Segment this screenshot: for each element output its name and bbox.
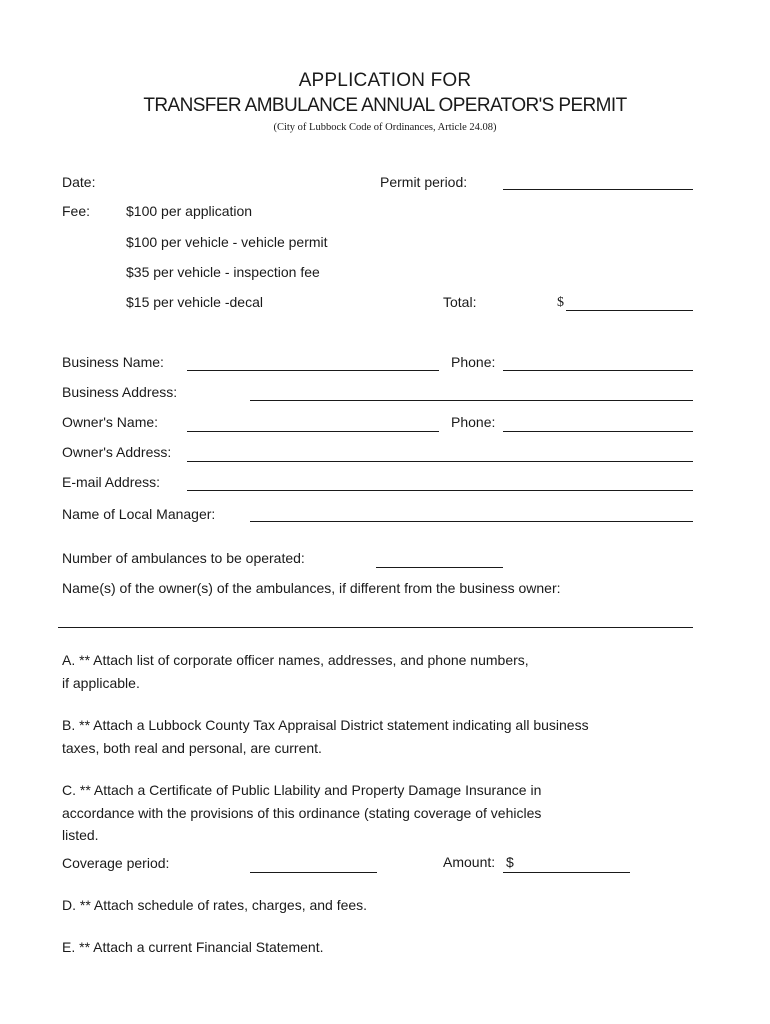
attachment-b-line2: taxes, both real and personal, are current.: [62, 740, 322, 756]
ambulance-count-label: Number of ambulances to be operated:: [62, 550, 305, 566]
email-field[interactable]: [187, 490, 693, 491]
owner-address-field[interactable]: [187, 461, 693, 462]
attachment-c-line3: listed.: [62, 827, 99, 843]
ambulance-count-field[interactable]: [376, 567, 503, 568]
amount-field[interactable]: [503, 872, 630, 873]
business-name-label: Business Name:: [62, 354, 164, 370]
manager-label: Name of Local Manager:: [62, 506, 216, 522]
fee-item: $100 per application: [126, 203, 253, 219]
amount-currency: $: [506, 854, 514, 870]
coverage-period-field[interactable]: [250, 872, 377, 873]
total-field[interactable]: [566, 310, 693, 311]
attachment-b-line1: B. ** Attach a Lubbock County Tax Appraisal District statement indicating all business: [62, 717, 589, 733]
ambulance-owners-field[interactable]: [58, 627, 693, 628]
form-title-line1: APPLICATION FOR: [298, 70, 472, 91]
attachment-e: E. ** Attach a current Financial Statement.: [62, 939, 324, 955]
attachment-c-line1: C. ** Attach a Certificate of Public Llability and Property Damage Insurance in: [62, 782, 542, 798]
coverage-period-label: Coverage period:: [62, 855, 170, 871]
email-label: E-mail Address:: [62, 474, 161, 490]
attachment-c-line2: accordance with the provisions of this ordinance (stating coverage of vehicles: [62, 805, 542, 821]
owner-phone-field[interactable]: [503, 431, 693, 432]
owner-name-field[interactable]: [187, 431, 439, 432]
business-address-label: Business Address:: [62, 384, 178, 400]
form-title-line2: TRANSFER AMBULANCE ANNUAL OPERATOR'S PERMIT: [143, 95, 627, 116]
business-phone-label: Phone:: [451, 354, 496, 370]
permit-period-field[interactable]: [503, 189, 693, 190]
total-label: Total:: [443, 294, 477, 310]
business-address-field[interactable]: [250, 400, 693, 401]
fee-item: $100 per vehicle - vehicle permit: [126, 234, 328, 250]
owner-phone-label: Phone:: [451, 414, 496, 430]
permit-period-label: Permit period:: [380, 174, 468, 190]
amount-label: Amount:: [443, 854, 496, 870]
attachment-a-line2: if applicable.: [62, 675, 140, 691]
ambulance-owners-label: Name(s) of the owner(s) of the ambulances, if different from the business owner:: [62, 580, 561, 596]
owner-address-label: Owner's Address:: [62, 444, 172, 460]
attachment-a-line1: A. ** Attach list of corporate officer names, addresses, and phone numbers,: [62, 652, 529, 668]
attachment-d: D. ** Attach schedule of rates, charges, and fees.: [62, 897, 368, 913]
business-name-field[interactable]: [187, 370, 439, 371]
business-phone-field[interactable]: [503, 370, 693, 371]
fee-item: $15 per vehicle -decal: [126, 294, 263, 310]
fee-item: $35 per vehicle - inspection fee: [126, 264, 320, 280]
owner-name-label: Owner's Name:: [62, 414, 159, 430]
total-currency: $: [557, 295, 564, 310]
manager-field[interactable]: [250, 521, 693, 522]
date-label: Date:: [62, 174, 96, 190]
fee-label: Fee:: [62, 203, 91, 219]
form-subtitle: (City of Lubbock Code of Ordinances, Article 24.08): [273, 122, 497, 133]
